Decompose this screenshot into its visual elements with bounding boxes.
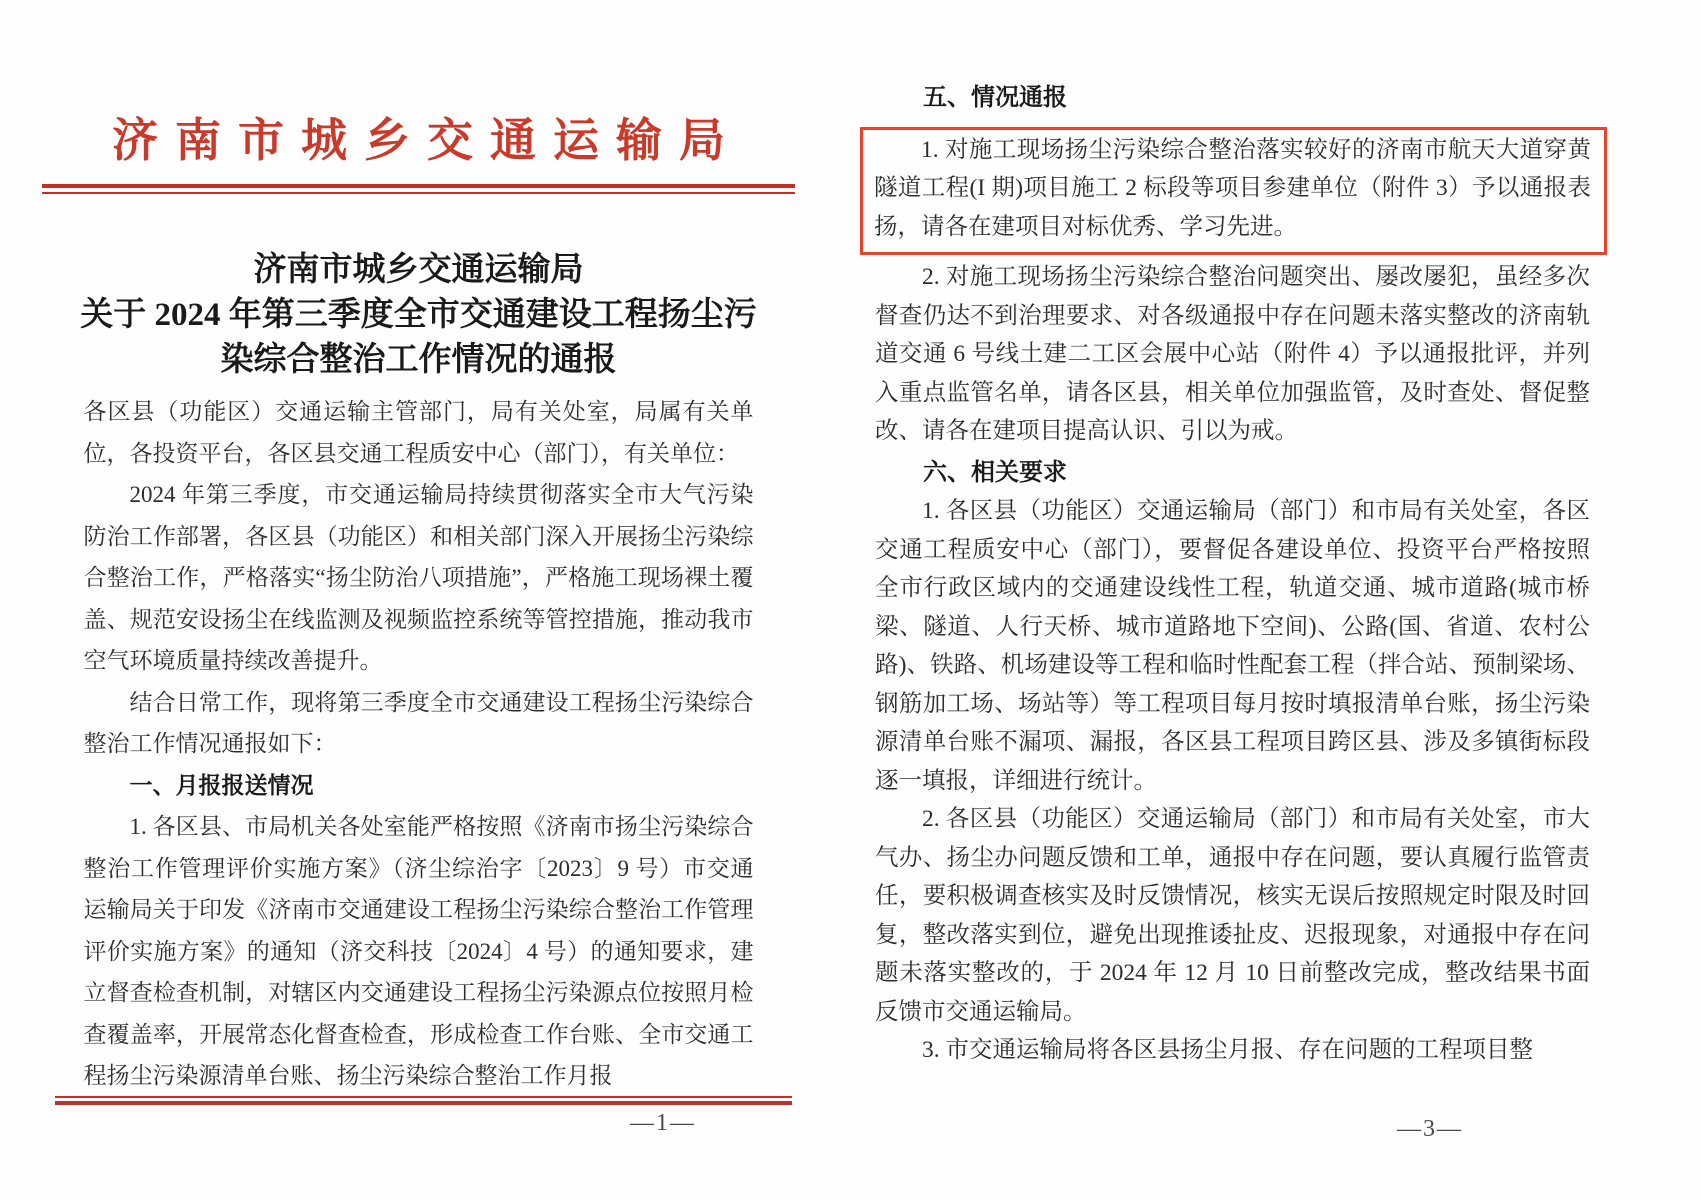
page-number-1: —1— <box>630 1110 696 1136</box>
page-number-3: —3— <box>1397 1116 1463 1142</box>
criticism-paragraph: 2. 对施工现场扬尘污染综合整治问题突出、屡改屡犯，虽经多次督查仍达不到治理要求、对各级通报中存在问题未落实整改的济南轨道交通 6 号线土建二工区会展中心站（附件 4）予以通报批评，并列入重点监管名单，请各区县，相关单位加强监管，及时查处、督促整改、请各在建项目提高认识、引以为戒。 <box>875 264 1590 444</box>
document-page-3 <box>875 0 1590 1200</box>
document-page-1 <box>42 0 795 1200</box>
praise-paragraph: 1. 对施工现场扬尘污染综合整治落实较好的济南市航天大道穿黄隧道工程(I 期)项目施工 2 标段等项目参建单位（附件 3）予以通报表扬，请各在建项目对标优秀、学习先进。 <box>874 136 1591 240</box>
intro-paragraph: 结合日常工作，现将第三季度全市交通建设工程扬尘污染综合整治工作情况通报如下： <box>83 689 754 756</box>
monthly-report-paragraph: 1. 各区县、市局机关各处室能严格按照《济南市扬尘污染综合整治工作管理评价实施方案》（济尘综治字〔2023〕9 号）市交通运输局关于印发《济南市交通建设工程扬尘污染综合整治工作管理评价实施方案》的通知（济交科技〔2024〕4 号）的通知要求，建立督查检查机制，对辖区内交通建设工程扬尘污染源点位按照月检查覆盖率，开展常态化督查检查，形成检查工作台账、全市交通工程扬尘污染源清单台账、扬尘污染综合整治工作月报 <box>83 814 754 1088</box>
salutation-paragraph: 各区县（功能区）交通运输主管部门，局有关处室，局属有关单位，各投资平台，各区县交通工程质安中心（部门），有关单位： <box>83 399 754 466</box>
section-heading-requirements: 六、相关要求 <box>923 458 1067 486</box>
highlight-box <box>860 127 1607 256</box>
section-heading-situation-report: 五、情况通报 <box>923 84 1067 111</box>
requirement-2-paragraph: 2. 各区县（功能区）交通运输局（部门）和市局有关处室，市大气办、扬尘办问题反馈和工单，通报中存在问题，要认真履行监管责任，要积极调查核实及时反馈情况，核实无误后按照规定时限及时回复，整改落实到位，避免出现推诿扯皮、迟报现象，对通报中存在问题未落实整改的，于 2024 年 12 月 10 日前整改完成，整改结果书面反馈市交通运输局。 <box>875 806 1590 1025</box>
page-3-body <box>875 79 1590 1070</box>
document-title-line-2: 关于 2024 年第三季度全市交通建设工程扬尘污 <box>80 297 757 333</box>
document-title-line-3: 染综合整治工作情况的通报 <box>220 342 617 378</box>
document-title-line-1: 济南市城乡交通运输局 <box>253 252 584 288</box>
requirement-3-paragraph: 3. 市交通运输局将各区县扬尘月报、存在问题的工程项目整 <box>922 1037 1533 1063</box>
overview-paragraph: 2024 年第三季度，市交通运输局持续贯彻落实全市大气污染防治工作部署，各区县（功能区）和相关部门深入开展扬尘污染综合整治工作，严格落实“扬尘防治八项措施”，严格施工现场裸土覆盖、规范安设扬尘在线监测及视频监控系统等管控措施，推动我市空气环境质量持续改善提升。 <box>83 482 754 673</box>
letterhead-double-rule <box>42 184 795 194</box>
page-1-body <box>84 391 754 1097</box>
footer-double-rule <box>55 1096 792 1105</box>
document-title <box>42 248 795 383</box>
section-heading-monthly-reports: 一、月报报送情况 <box>129 771 314 798</box>
letterhead-agency-name: 济南市城乡交通运输局 <box>112 115 742 166</box>
requirement-1-paragraph: 1. 各区县（功能区）交通运输局（部门）和市局有关处室，各区交通工程质安中心（部门），要督促各建设单位、投资平台严格按照全市行政区域内的交通建设线性工程，轨道交通、城市道路(城市桥梁、隧道、人行天桥、城市道路地下空间)、公路(国、省道、农村公路)、铁路、机场建设等工程和临时性配套工程（拌合站、预制梁场、钢筋加工场、场站等）等工程项目每月按时填报清单台账，扬尘污染源清单台账不漏项、漏报，各区县工程项目跨区县、涉及多镇街标段逐一填报，详细进行统计。 <box>875 498 1590 794</box>
